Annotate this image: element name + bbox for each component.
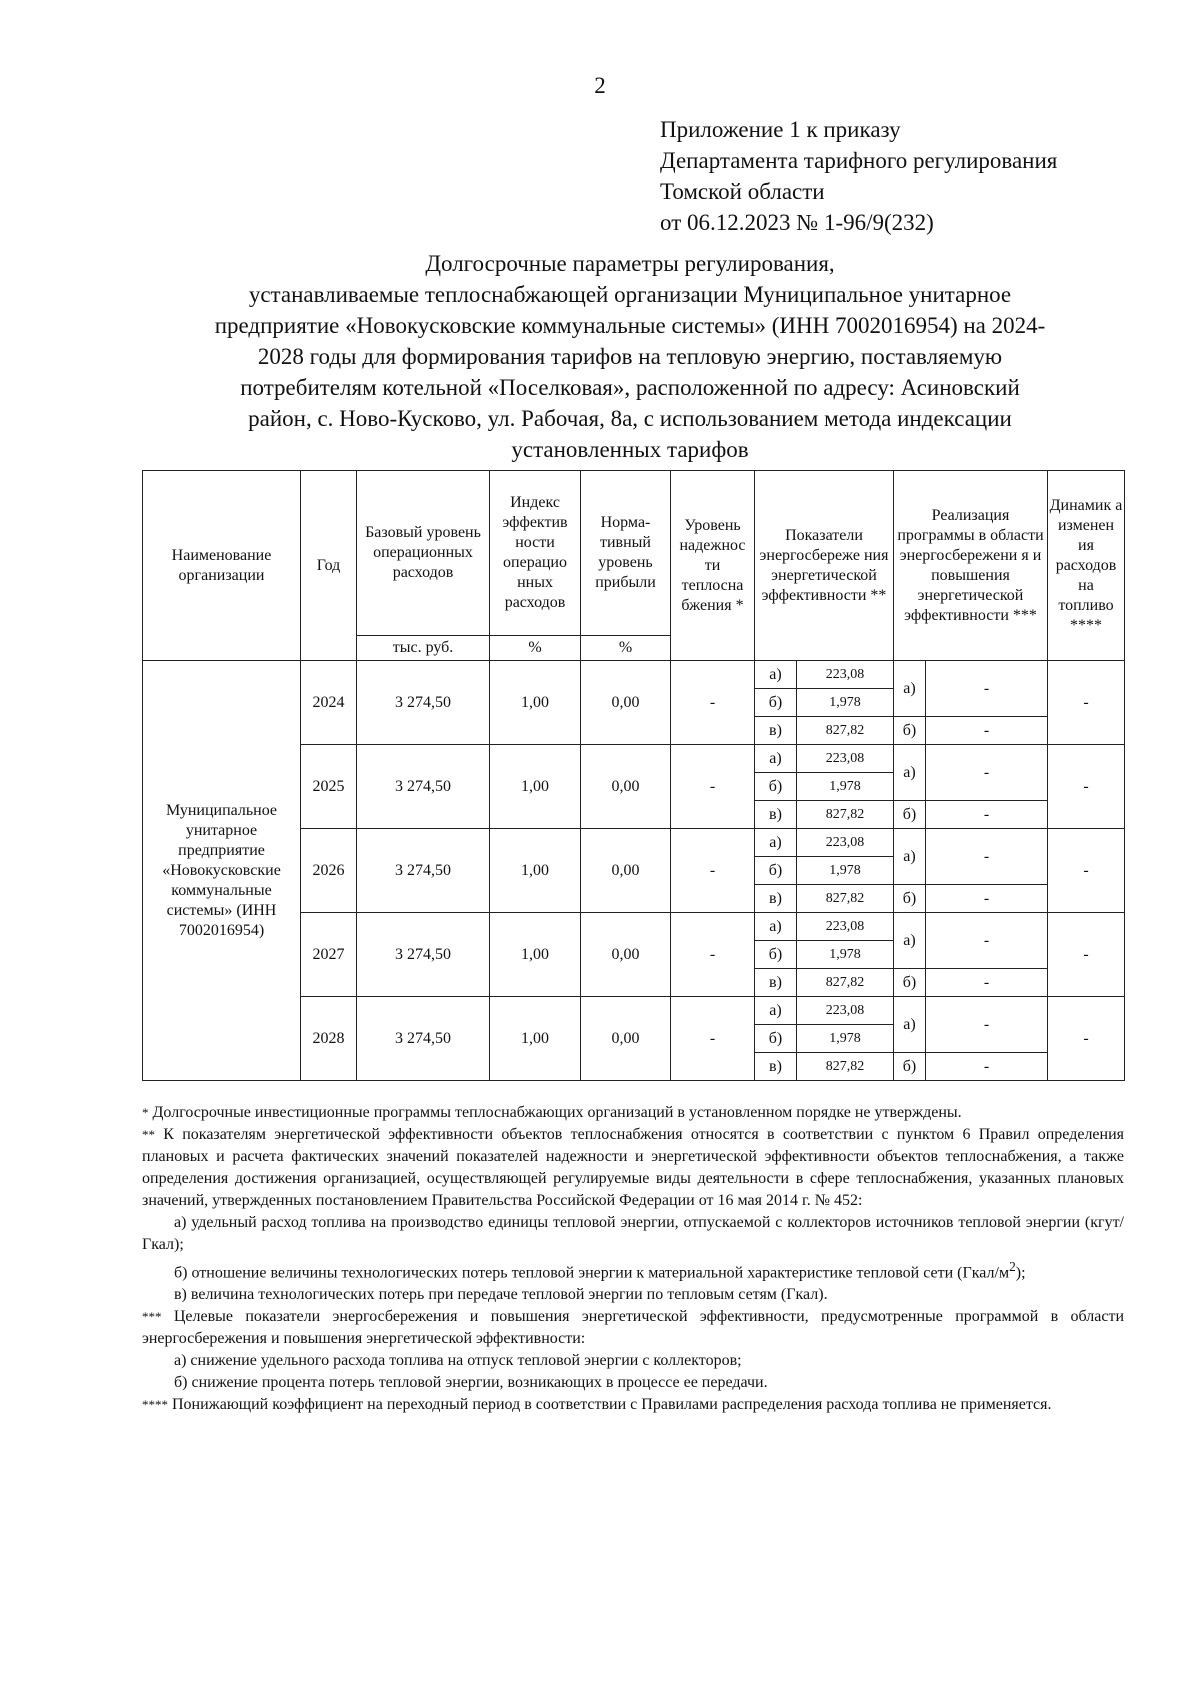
indicator-label: б) <box>755 941 797 969</box>
year-cell: 2026 <box>301 829 357 913</box>
fuel-cell: - <box>1048 829 1125 913</box>
year-cell: 2027 <box>301 913 357 997</box>
index-cell: 1,00 <box>490 829 581 913</box>
header-program: Реализация программы в области энергосбережени я и повышения энергетической эффективности *** <box>894 471 1048 661</box>
indicator-label: б) <box>755 1025 797 1053</box>
footnote-marker: ** <box>142 1127 155 1142</box>
reliability-cell: - <box>671 997 755 1081</box>
base-opex-cell: 3 274,50 <box>357 829 490 913</box>
program-value: - <box>926 1053 1048 1081</box>
program-label: б) <box>894 885 926 913</box>
indicator-value: 223,08 <box>797 913 894 941</box>
indicator-label: б) <box>755 773 797 801</box>
footnote-2a: а) удельный расход топлива на производство единицы тепловой энергии, отпускаемой с коллекторов источников тепловой энергии (кгут/Гкал); <box>142 1214 1124 1253</box>
footnote-text: Понижающий коэффициент на переходный период в соответствии с Правилами распределения расхода топлива не применяется. <box>172 1396 1052 1414</box>
title-line: потребителям котельной «Поселковая», расположенной по адресу: Асиновский <box>240 375 1020 400</box>
program-value: - <box>926 745 1048 801</box>
footnote-3b: б) снижение процента потерь тепловой энергии, возникающих в процессе ее передачи. <box>174 1374 768 1392</box>
title-line: устанавливаемые теплоснабжающей организации Муниципальное унитарное <box>248 282 1012 307</box>
indicator-label: в) <box>755 1053 797 1081</box>
indicator-value: 827,82 <box>797 969 894 997</box>
indicator-label: а) <box>755 829 797 857</box>
indicator-value: 223,08 <box>797 745 894 773</box>
reliability-cell: - <box>671 913 755 997</box>
program-label: б) <box>894 1053 926 1081</box>
program-value: - <box>926 717 1048 745</box>
program-value: - <box>926 969 1048 997</box>
program-value: - <box>926 997 1048 1053</box>
header-reliability: Уровень надежнос ти теплосна бжения * <box>671 471 755 661</box>
regulation-parameters-table <box>142 470 1125 1081</box>
program-label: б) <box>894 969 926 997</box>
program-label: а) <box>894 661 926 717</box>
index-cell: 1,00 <box>490 913 581 997</box>
footnote-text: Целевые показатели энергосбережения и повышения энергетической эффективности, предусмотренные программой в области энергосбережения и повышения энергетической эффективности: <box>142 1308 1125 1348</box>
reliability-cell: - <box>671 661 755 745</box>
header-org: Наименование организации <box>143 471 301 661</box>
indicator-label: б) <box>755 689 797 717</box>
page-number: 2 <box>594 73 606 98</box>
profit-cell: 0,00 <box>581 661 671 745</box>
program-label: а) <box>894 997 926 1053</box>
title-line: предприятие «Новокусковские коммунальные системы» (ИНН 7002016954) на 2024- <box>214 313 1046 338</box>
appendix-line: Департамента тарифного регулирования <box>660 148 1058 173</box>
indicator-label: в) <box>755 969 797 997</box>
unit-profit: % <box>581 636 671 661</box>
profit-cell: 0,00 <box>581 913 671 997</box>
appendix-line: от 06.12.2023 № 1-96/9(232) <box>660 210 934 235</box>
indicator-label: а) <box>755 913 797 941</box>
base-opex-cell: 3 274,50 <box>357 997 490 1081</box>
footnote-4 <box>142 1394 1124 1416</box>
title-line: Долгосрочные параметры регулирования, <box>425 251 835 276</box>
header-year: Год <box>301 471 357 661</box>
year-cell: 2025 <box>301 745 357 829</box>
title-line: установленных тарифов <box>511 437 749 462</box>
program-label: б) <box>894 801 926 829</box>
indicator-value: 1,978 <box>797 689 894 717</box>
indicator-value: 1,978 <box>797 941 894 969</box>
indicator-value: 1,978 <box>797 857 894 885</box>
base-opex-cell: 3 274,50 <box>357 745 490 829</box>
organization-name: Муниципальное унитарное предприятие «Новокусковские коммунальные системы» (ИНН 7002016954) <box>143 661 301 1081</box>
indicator-label: а) <box>755 745 797 773</box>
appendix-line: Томской области <box>660 179 825 204</box>
base-opex-cell: 3 274,50 <box>357 913 490 997</box>
year-cell: 2024 <box>301 661 357 745</box>
program-value: - <box>926 913 1048 969</box>
footnote-marker: **** <box>142 1397 168 1413</box>
footnote-text: ); <box>1015 1264 1026 1282</box>
table-row <box>143 661 1125 689</box>
program-label: б) <box>894 717 926 745</box>
indicator-value: 223,08 <box>797 997 894 1025</box>
header-fuel-dynamics: Динамик а изменен ия расходов на топливо **** <box>1048 471 1125 661</box>
fuel-cell: - <box>1048 913 1125 997</box>
header-base-opex: Базовый уровень операционных расходов <box>357 471 490 636</box>
footnote-marker: *** <box>142 1309 162 1325</box>
program-label: а) <box>894 829 926 885</box>
indicator-value: 827,82 <box>797 801 894 829</box>
footnote-2 <box>142 1124 1124 1212</box>
index-cell: 1,00 <box>490 997 581 1081</box>
indicator-value: 1,978 <box>797 1025 894 1053</box>
footnote-text: К показателям энергетической эффективности объектов теплоснабжения относятся в соответствии с пунктом 6 Правил определения плановых и расчета фактических значений показателей надежности и энергетической эффективности объектов теплоснабжения, а также определения достижения организацией, осуществляющей регулируемые виды деятельности в сфере теплоснабжения, указанных плановых значений, утвержденных постановлением Правительства Российской Федерации от 16 мая 2014 г. № 452: <box>142 1126 1125 1209</box>
reliability-cell: - <box>671 829 755 913</box>
unit-base-opex: тыс. руб. <box>357 636 490 661</box>
indicator-label: а) <box>755 661 797 689</box>
header-row <box>143 471 1125 636</box>
footnote-3 <box>142 1306 1124 1350</box>
footnote-marker: * <box>142 1105 149 1120</box>
index-cell: 1,00 <box>490 661 581 745</box>
profit-cell: 0,00 <box>581 829 671 913</box>
superscript: 2 <box>1009 1259 1016 1274</box>
indicator-value: 827,82 <box>797 717 894 745</box>
footnote-text: б) отношение величины технологических потерь тепловой энергии к материальной характеристике тепловой сети (Гкал/м <box>174 1264 1010 1282</box>
indicator-label: в) <box>755 885 797 913</box>
header-efficiency-index: Индекс эффектив ности операцио нных расходов <box>490 471 581 636</box>
appendix-reference <box>660 114 1057 238</box>
header-energy-indicators: Показатели энергосбереже ния энергетической эффективности ** <box>755 471 894 661</box>
indicator-value: 223,08 <box>797 661 894 689</box>
index-cell: 1,00 <box>490 745 581 829</box>
footnote-2c: в) величина технологических потерь при передаче тепловой энергии по тепловым сетям (Гкал). <box>174 1286 828 1304</box>
fuel-cell: - <box>1048 997 1125 1081</box>
indicator-value: 827,82 <box>797 885 894 913</box>
title-line: 2028 годы для формирования тарифов на тепловую энергию, поставляемую <box>257 344 1003 369</box>
program-label: а) <box>894 745 926 801</box>
indicator-label: а) <box>755 997 797 1025</box>
footnote-1 <box>142 1102 1124 1124</box>
indicator-label: в) <box>755 801 797 829</box>
indicator-label: б) <box>755 857 797 885</box>
footnote-text: Долгосрочные инвестиционные программы теплоснабжающих организаций в установленном порядке не утверждены. <box>152 1104 962 1121</box>
title-line: район, с. Ново-Кусково, ул. Рабочая, 8а, с использованием метода индексации <box>248 406 1012 431</box>
footnote-2b <box>142 1256 1124 1284</box>
indicator-value: 827,82 <box>797 1053 894 1081</box>
footnotes <box>142 1102 1124 1416</box>
unit-efficiency-index: % <box>490 636 581 661</box>
program-label: а) <box>894 913 926 969</box>
indicator-label: в) <box>755 717 797 745</box>
indicator-value: 223,08 <box>797 829 894 857</box>
program-value: - <box>926 885 1048 913</box>
profit-cell: 0,00 <box>581 997 671 1081</box>
profit-cell: 0,00 <box>581 745 671 829</box>
header-profit: Норма- тивный уровень прибыли <box>581 471 671 636</box>
program-value: - <box>926 829 1048 885</box>
footnote-3a: а) снижение удельного расхода топлива на отпуск тепловой энергии с коллекторов; <box>174 1352 742 1370</box>
base-opex-cell: 3 274,50 <box>357 661 490 745</box>
appendix-line: Приложение 1 к приказу <box>660 117 901 142</box>
indicator-value: 1,978 <box>797 773 894 801</box>
reliability-cell: - <box>671 745 755 829</box>
document-title <box>140 248 1120 465</box>
fuel-cell: - <box>1048 745 1125 829</box>
program-value: - <box>926 801 1048 829</box>
year-cell: 2028 <box>301 997 357 1081</box>
program-value: - <box>926 661 1048 717</box>
fuel-cell: - <box>1048 661 1125 745</box>
